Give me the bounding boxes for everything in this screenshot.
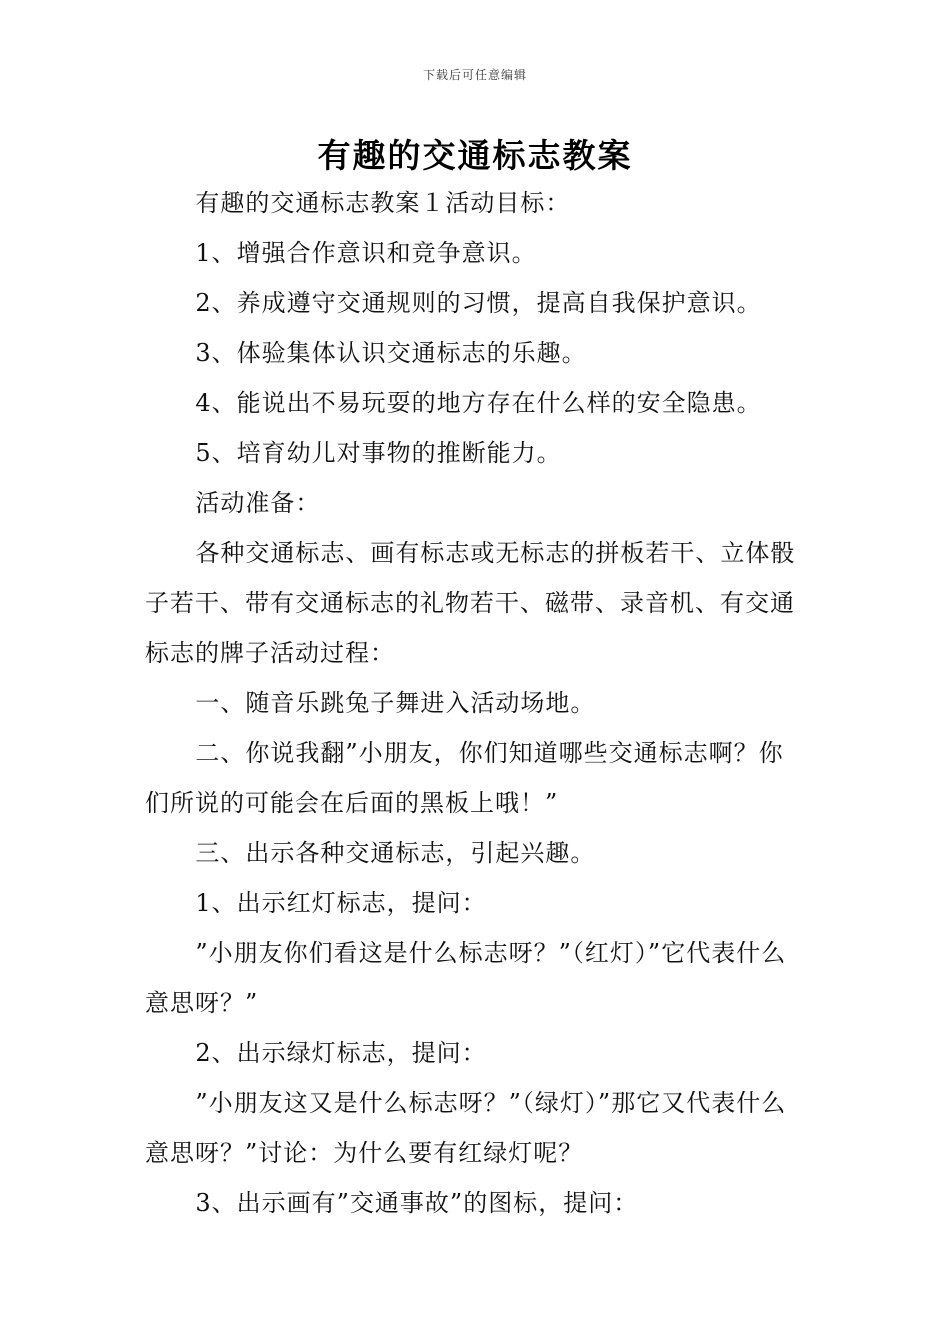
paragraph-green-light-question: ”小朋友这又是什么标志呀？”（绿灯）”那它又代表什么意思呀？”讨论：为什么要有红绿灯呢？ — [145, 1089, 787, 1167]
paragraph-preparation-materials: 各种交通标志、画有标志或无标志的拼板若干、立体骰子若干、带有交通标志的礼物若干、磁带、录音机、有交通标志的牌子活动过程： — [145, 539, 796, 667]
paragraph-intro: 有趣的交通标志教案１活动目标： — [195, 189, 571, 217]
paragraph-preparation-heading: 活动准备： — [195, 489, 321, 517]
paragraph-accident-icon: 3、出示画有”交通事故”的图标，提问： — [195, 1189, 639, 1217]
paragraph-green-light: 2、出示绿灯标志，提问： — [195, 1039, 487, 1067]
paragraph-goal-2: 2、养成遵守交通规则的习惯，提高自我保护意识。 — [195, 289, 762, 317]
paragraph-step-1: 一、随音乐跳兔子舞进入活动场地。 — [195, 689, 596, 717]
document-title: 有趣的交通标志教案 — [317, 136, 633, 175]
paragraph-red-light-question: ”小朋友你们看这是什么标志呀？”（红灯）”它代表什么意思呀？” — [145, 939, 787, 1017]
paragraph-red-light: 1、出示红灯标志，提问： — [195, 889, 487, 917]
paragraph-goal-1: 1、增强合作意识和竞争意识。 — [195, 239, 537, 267]
header-note: 下载后可任意编辑 — [422, 68, 527, 82]
paragraph-step-2: 二、你说我翻”小朋友，你们知道哪些交通标志啊？你们所说的可能会在后面的黑板上哦！” — [145, 739, 784, 817]
paragraph-goal-3: 3、体验集体认识交通标志的乐趣。 — [195, 339, 587, 367]
paragraph-goal-4: 4、能说出不易玩耍的地方存在什么样的安全隐患。 — [195, 389, 762, 417]
document-body — [145, 178, 807, 1228]
paragraph-step-3: 三、出示各种交通标志，引起兴趣。 — [195, 839, 596, 867]
paragraph-goal-5: 5、培育幼儿对事物的推断能力。 — [195, 439, 562, 467]
